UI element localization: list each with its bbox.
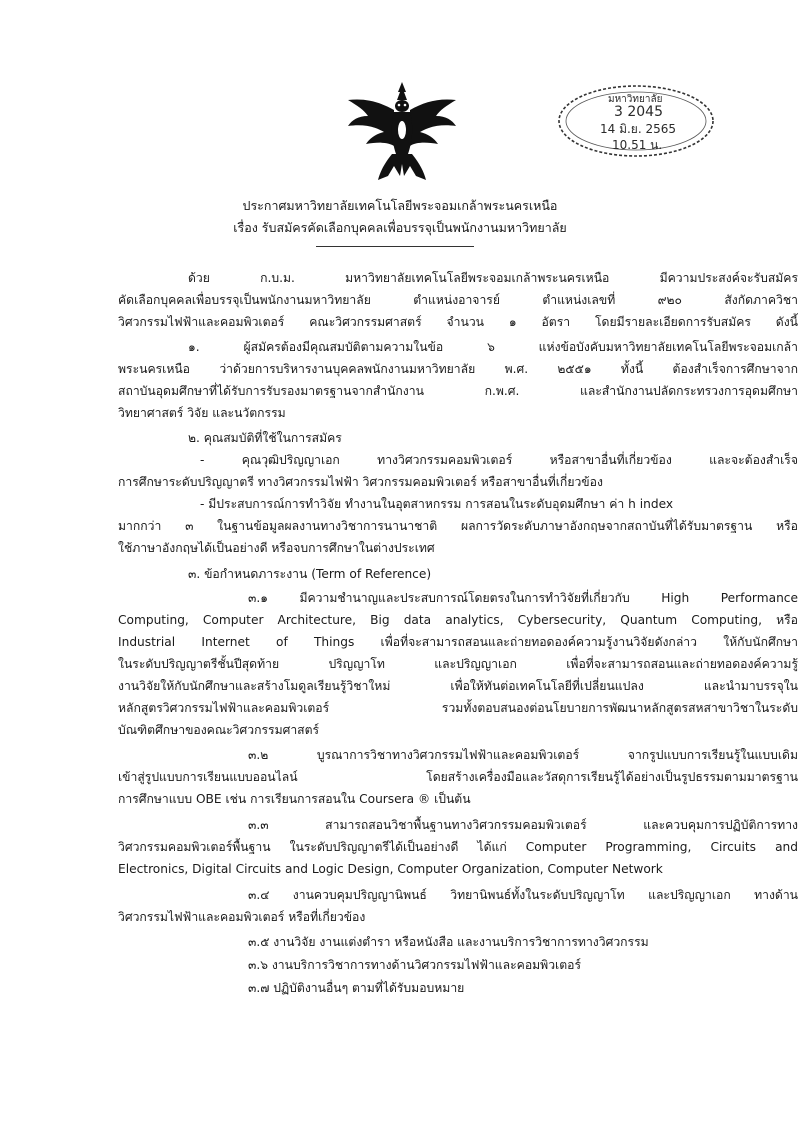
- body-line: ใช้ภาษาอังกฤษได้เป็นอย่างดี หรือจบการศึกษาในต่างประเทศ: [118, 541, 435, 555]
- body-line: ด้วย ก.บ.ม. มหาวิทยาลัยเทคโนโลยีพระจอมเกล้าพระนครเหนือ มีความประสงค์จะรับสมัคร: [188, 271, 798, 285]
- body-line: ๓.๔ งานควบคุมปริญญานิพนธ์ วิทยานิพนธ์ทั้งในระดับปริญญาโท และปริญญาเอก ทางด้าน: [248, 888, 798, 902]
- body-line: ๓.๗ ปฏิบัติงานอื่นๆ ตามที่ได้รับมอบหมาย: [248, 981, 465, 995]
- body-line: ๓.๖ งานบริการวิชาการทางด้านวิศวกรรมไฟฟ้าและคอมพิวเตอร์: [248, 958, 581, 972]
- body-line: วิทยาศาสตร์ วิจัย และนวัตกรรม: [118, 406, 286, 420]
- body-line: Industrial Internet of Things เพื่อที่จะสามารถสอนและถ่ายทอดองค์ความรู้งานวิจัยดังกล่าว ให้กับนักศึกษา: [118, 635, 798, 649]
- body-line: ๓.๑ มีความชำนาญและประสบการณ์โดยตรงในการทำวิจัยที่เกี่ยวกับ High Performance: [248, 591, 798, 605]
- body-line: พระนครเหนือ ว่าด้วยการบริหารงานบุคคลพนักงานมหาวิทยาลัย พ.ศ. ๒๕๕๑ ทั้งนี้ ต้องสำเร็จการศึกษาจาก: [118, 362, 798, 376]
- body-line: Computing, Computer Architecture, Big data analytics, Cybersecurity, Quantum Computing, หรือ: [118, 613, 798, 627]
- body-line: วิศวกรรมไฟฟ้าและคอมพิวเตอร์ หรือที่เกี่ยวข้อง: [118, 910, 366, 924]
- announcement-title: ประกาศมหาวิทยาลัยเทคโนโลยีพระจอมเกล้าพระนครเหนือ: [242, 198, 558, 213]
- body-line: - มีประสบการณ์การทำวิจัย ทำงานในอุตสาหกรรม การสอนในระดับอุดมศึกษา ค่า h index: [200, 497, 674, 511]
- title-divider: [316, 246, 474, 247]
- body-line: การศึกษาระดับปริญญาตรี ทางวิศวกรรมไฟฟ้า วิศวกรรมคอมพิวเตอร์ หรือสาขาอื่นที่เกี่ยวข้อง: [118, 475, 603, 489]
- body-line: ๓.๕ งานวิจัย งานแต่งตำรา หรือหนังสือ และงานบริการวิชาการทางวิศวกรรม: [248, 935, 649, 949]
- stamp-line-3: 14 มิ.ย. 2565: [600, 122, 677, 136]
- stamp-line-4: 10.51 น.: [612, 138, 663, 152]
- body-line: การศึกษาแบบ OBE เช่น การเรียนการสอนใน Coursera ® เป็นต้น: [118, 792, 471, 806]
- body-line: ๓.๓ สามารถสอนวิชาพื้นฐานทางวิศวกรรมคอมพิวเตอร์ และควบคุมการปฏิบัติการทาง: [248, 818, 798, 832]
- body-line: งานวิจัยให้กับนักศึกษาและสร้างโมดูลเรียนรู้วิชาใหม่ เพื่อให้ทันต่อเทคโนโลยีที่เปลี่ยนแปลง และนำมาบรรจุใน: [118, 679, 798, 693]
- body-line: ในระดับปริญญาตรีชั้นปีสุดท้าย ปริญญาโท และปริญญาเอก เพื่อที่จะสามารถสอนและถ่ายทอดองค์ความรู้: [118, 657, 798, 671]
- received-stamp: [556, 82, 716, 160]
- body-line: มากกว่า ๓ ในฐานข้อมูลผลงานทางวิชาการนานาชาติ ผลการวัดระดับภาษาอังกฤษจากสถาบันที่ได้รับมาตรฐาน หรือ: [118, 519, 798, 533]
- body-line: ๑. ผู้สมัครต้องมีคุณสมบัติตามความในข้อ ๖ แห่งข้อบังคับมหาวิทยาลัยเทคโนโลยีพระจอมเกล้า: [188, 340, 798, 354]
- stamp-line-2: 3 2045: [614, 104, 663, 120]
- stamp-line-1: มหาวิทยาลัย: [608, 94, 663, 105]
- body-line: วิศวกรรมคอมพิวเตอร์พื้นฐาน ในระดับปริญญาตรีได้เป็นอย่างดี ได้แก่ Computer Programming, Circuits and: [118, 840, 798, 854]
- body-line: คัดเลือกบุคคลเพื่อบรรจุเป็นพนักงานมหาวิทยาลัย ตำแหน่งอาจารย์ ตำแหน่งเลขที่ ๙๒๐ สังกัดภาควิชา: [118, 293, 798, 307]
- body-line: ๒. คุณสมบัติที่ใช้ในการสมัคร: [188, 431, 342, 445]
- announcement-subject: เรื่อง รับสมัครคัดเลือกบุคคลเพื่อบรรจุเป็นพนักงานมหาวิทยาลัย: [233, 220, 567, 235]
- garuda-emblem-icon: [344, 80, 460, 184]
- body-line: เข้าสู่รูปแบบการเรียนแบบออนไลน์ โดยสร้างเครื่องมือและวัสดุการเรียนรู้ได้อย่างเป็นรูปธรรมตามมาตรฐาน: [118, 770, 798, 784]
- body-line: บัณฑิตศึกษาของคณะวิศวกรรมศาสตร์: [118, 723, 320, 737]
- body-line: Electronics, Digital Circuits and Logic Design, Computer Organization, Computer Network: [118, 862, 663, 876]
- body-line: วิศวกรรมไฟฟ้าและคอมพิวเตอร์ คณะวิศวกรรมศาสตร์ จำนวน ๑ อัตรา โดยมีรายละเอียดการรับสมัคร ดังนี้: [118, 315, 798, 329]
- body-line: สถาบันอุดมศึกษาที่ได้รับการรับรองมาตรฐานจากสำนักงาน ก.พ.ศ. และสำนักงานปลัดกระทรวงการอุดมศึกษา: [118, 384, 798, 398]
- body-line: - คุณวุฒิปริญญาเอก ทางวิศวกรรมคอมพิวเตอร์ หรือสาขาอื่นที่เกี่ยวข้อง และจะต้องสำเร็จ: [200, 453, 798, 467]
- body-line: หลักสูตรวิศวกรรมไฟฟ้าและคอมพิวเตอร์ รวมทั้งตอบสนองต่อนโยบายการพัฒนาหลักสูตรสหสาขาวิชาในระดับ: [118, 701, 798, 715]
- body-line: ๓. ข้อกำหนดภาระงาน (Term of Reference): [188, 567, 432, 581]
- body-line: ๓.๒ บูรณาการวิชาทางวิศวกรรมไฟฟ้าและคอมพิวเตอร์ จากรูปแบบการเรียนรู้ในแบบเดิม: [248, 748, 798, 762]
